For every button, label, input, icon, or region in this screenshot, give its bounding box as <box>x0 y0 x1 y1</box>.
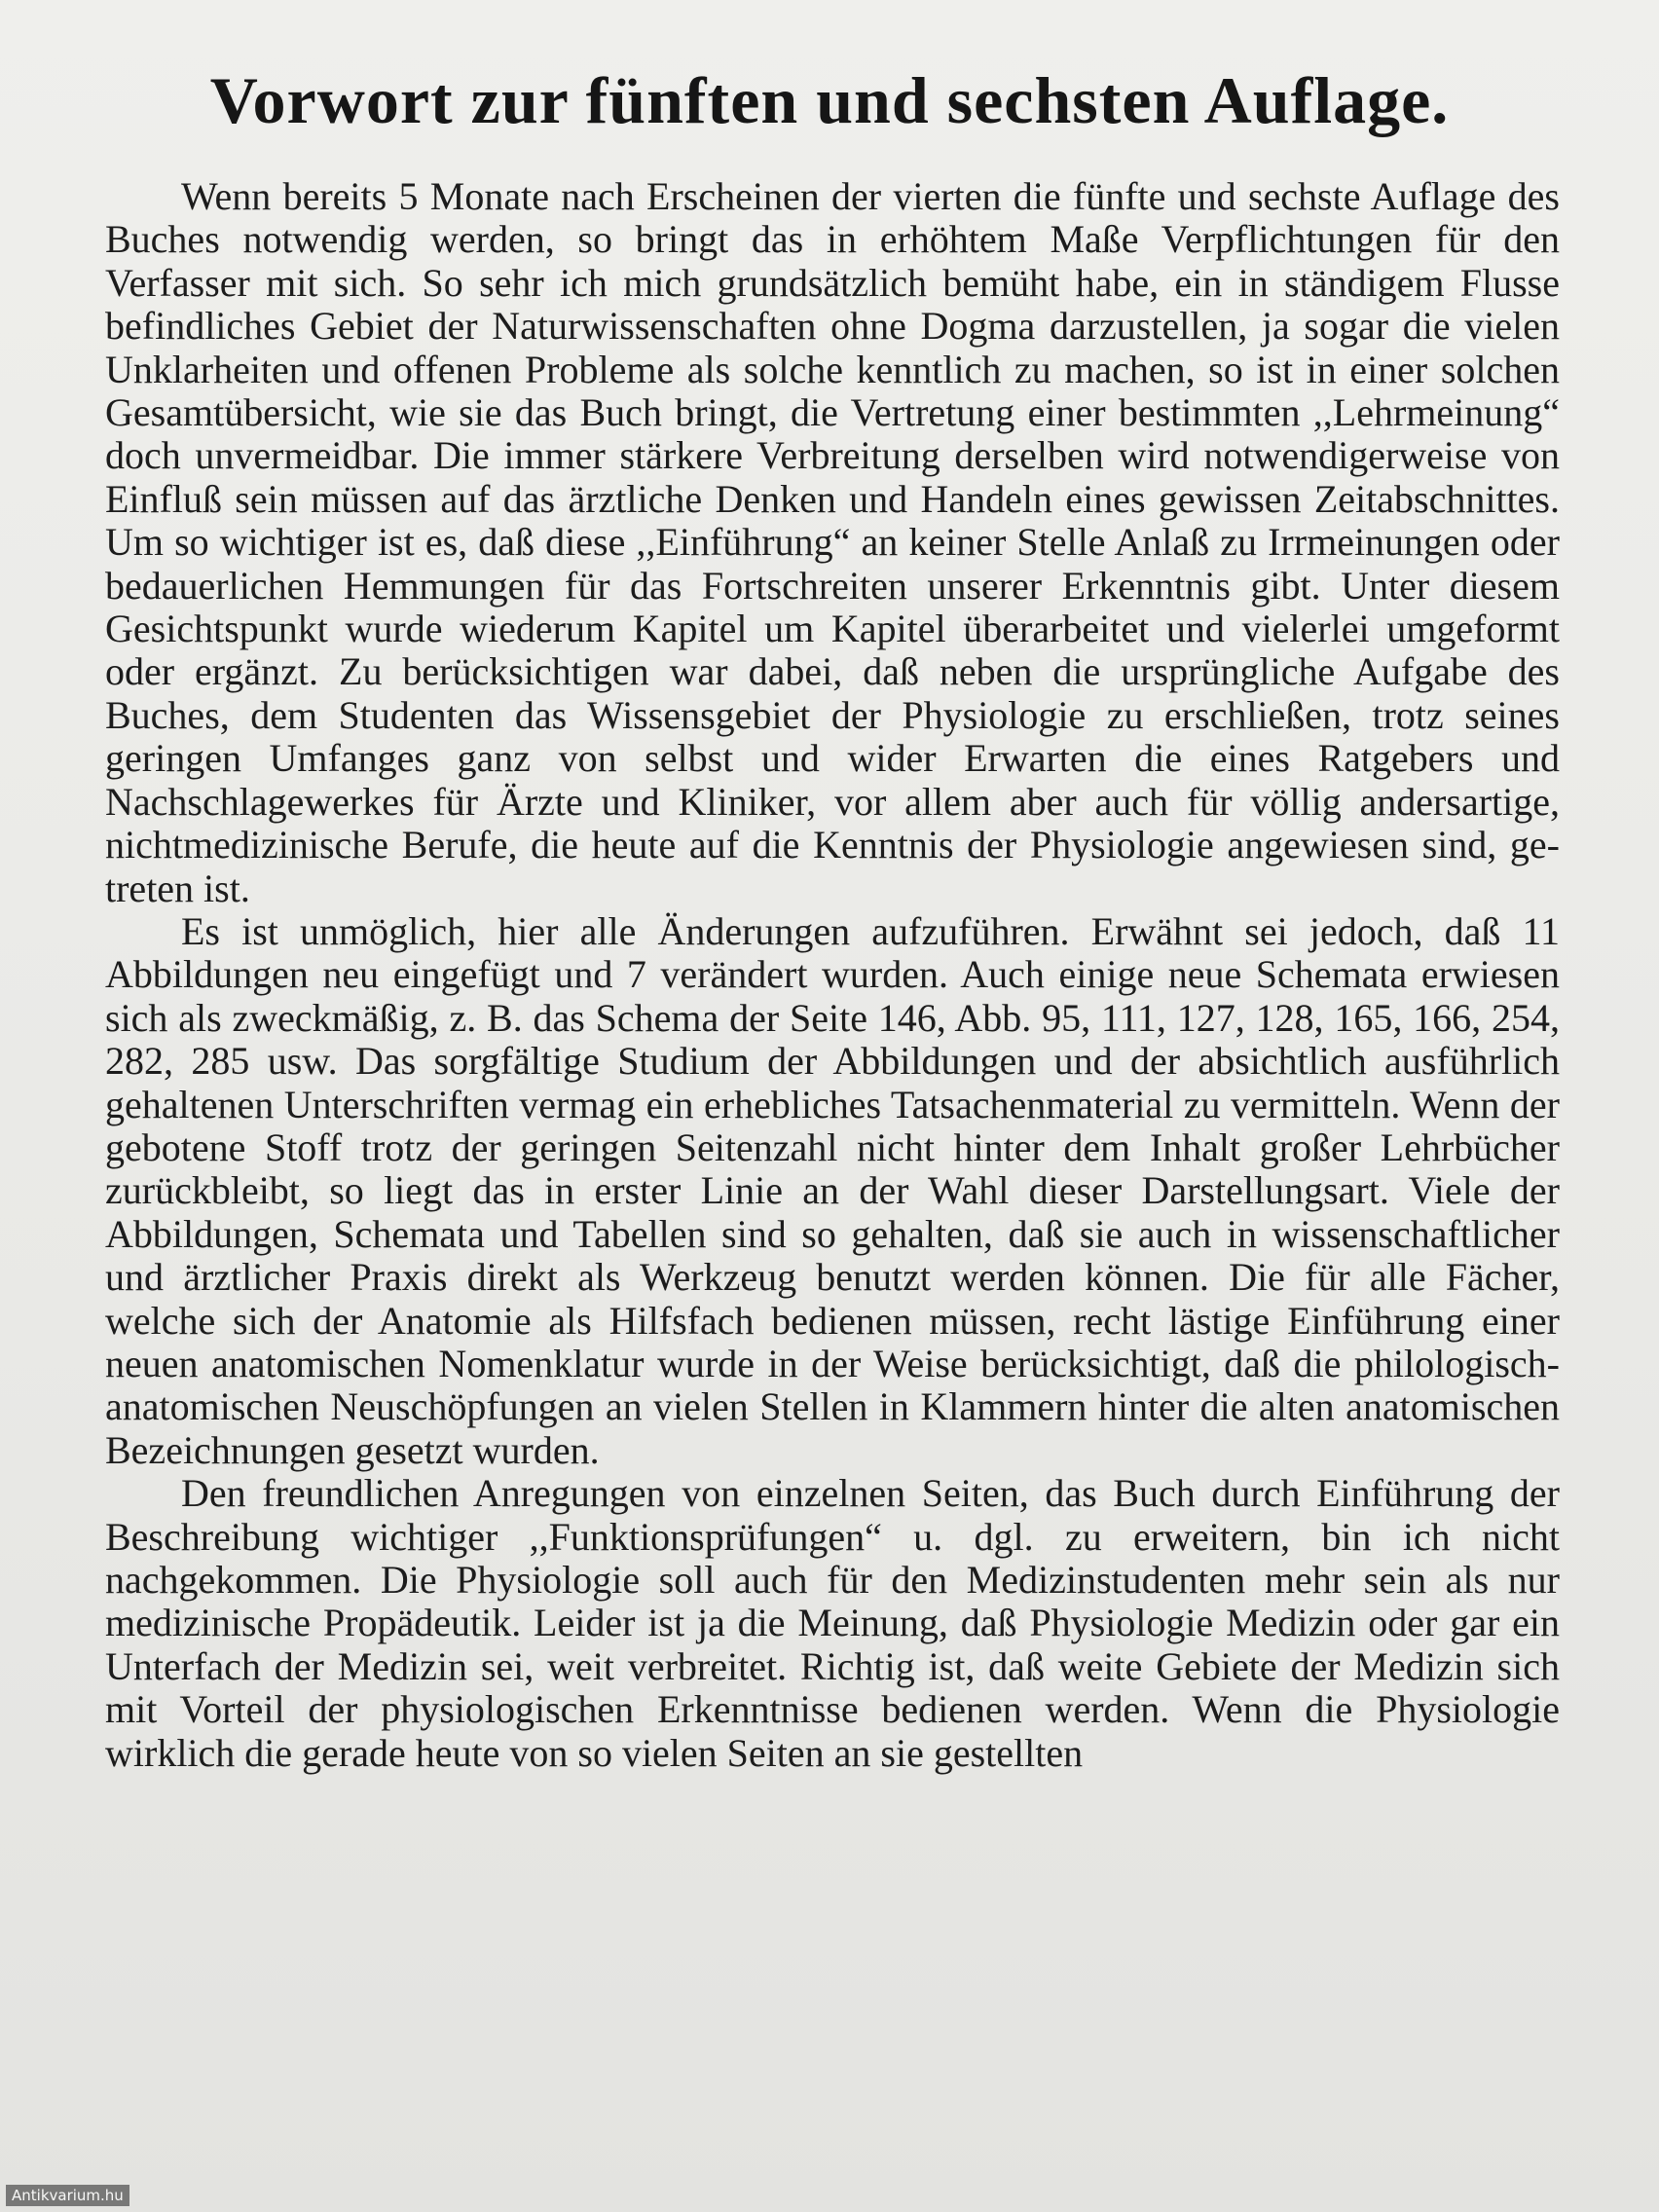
body-text <box>105 175 1560 1775</box>
paragraph-2: Es ist unmöglich, hier alle Änderungen aufzuführen. Erwähnt sei jedoch, daß 11 Abbildungen neu eingefügt und 7 verändert wurden. Auch einige neue Schemata erwiesen sich als zweckmäßig, z. B. das Schema der Seite 146, Abb. 95, 111, 127, 128, 165, 166, 254, 282, 285 usw. Das sorgfältige Studium der Abbildungen und der absichtlich ausführlich gehaltenen Unterschriften vermag ein erhebliches Tatsachenmaterial zu vermitteln. Wenn der gebotene Stoff trotz der geringen Seitenzahl nicht hinter dem Inhalt großer Lehrbücher zurückbleibt, so liegt das in erster Linie an der Wahl dieser Darstellungsart. Viele der Abbildungen, Schemata und Tabellen sind so gehalten, daß sie auch in wissenschaftlicher und ärztlicher Praxis direkt als Werkzeug benutzt werden können. Die für alle Fächer, welche sich der Anatomie als Hilfsfach bedienen müssen, recht lästige Einführung einer neuen anatomischen Nomenklatur wurde in der Weise berücksichtigt, daß die philologisch-anatomischen Neuschöpfungen an vielen Stellen in Klammern hinter die alten anatomischen Bezeichnungen gesetzt wurden. <box>105 908 1560 1472</box>
paragraph-3: Den freundlichen Anregungen von einzelnen Seiten, das Buch durch Einführung der Beschreibung wichtiger ,,Funktionsprüfungen“ u. dgl. zu erweitern, bin ich nicht nachgekommen. Die Physiologie soll auch für den Medizinstudenten mehr sein als nur medizinische Propädeutik. Leider ist ja die Meinung, daß Physiologie Medizin oder gar ein Unterfach der Medizin sei, weit verbreitet. Richtig ist, daß weite Gebiete der Medizin sich mit Vorteil der physiologischen Erkenntnisse bedienen werden. Wenn die Physiologie wirklich die gerade heute von so vielen Seiten an sie gestellten <box>105 1471 1560 1775</box>
paragraph-1: Wenn bereits 5 Monate nach Erscheinen der vierten die fünfte und sechste Auflage des Buches notwendig werden, so bringt das in erhöhtem Maße Verpflichtungen für den Verfasser mit sich. So sehr ich mich grundsätzlich bemüht habe, ein in ständigem Flusse befindliches Gebiet der Naturwissenschaften ohne Dogma darzustellen, ja sogar die vielen Unklarheiten und offenen Probleme als solche kenntlich zu machen, so ist in einer solchen Gesamtübersicht, wie sie das Buch bringt, die Vertretung einer bestimmten ,,Lehrmeinung“ doch unvermeidbar. Die immer stärkere Verbreitung derselben wird notwendigerweise von Einfluß sein müssen auf das ärztliche Denken und Handeln eines gewissen Zeitabschnittes. Um so wichtiger ist es, daß diese ,,Einführung“ an keiner Stelle Anlaß zu Irrmeinungen oder bedauerlichen Hemmungen für das Fortschreiten unserer Erkenntnis gibt. Unter diesem Gesichtspunkt wurde wiederum Kapitel um Kapitel überarbeitet und vielerlei umgeformt oder ergänzt. Zu berücksichtigen war dabei, daß neben die ursprüngliche Aufgabe des Buches, dem Studenten das Wissensgebiet der Physiologie zu erschließen, trotz seines geringen Umfanges ganz von selbst und wider Erwarten die eines Ratgebers und Nachschlagewerkes für Ärzte und Kliniker, vor allem aber auch für völlig andersartige, nichtmedizinische Berufe, die heute auf die Kenntnis der Physiologie angewiesen sind, getreten ist. <box>105 174 1560 910</box>
page-title: Vorwort zur fünften und sechsten Auflage. <box>209 63 1450 137</box>
watermark: Antikvarium.hu <box>6 2185 129 2206</box>
